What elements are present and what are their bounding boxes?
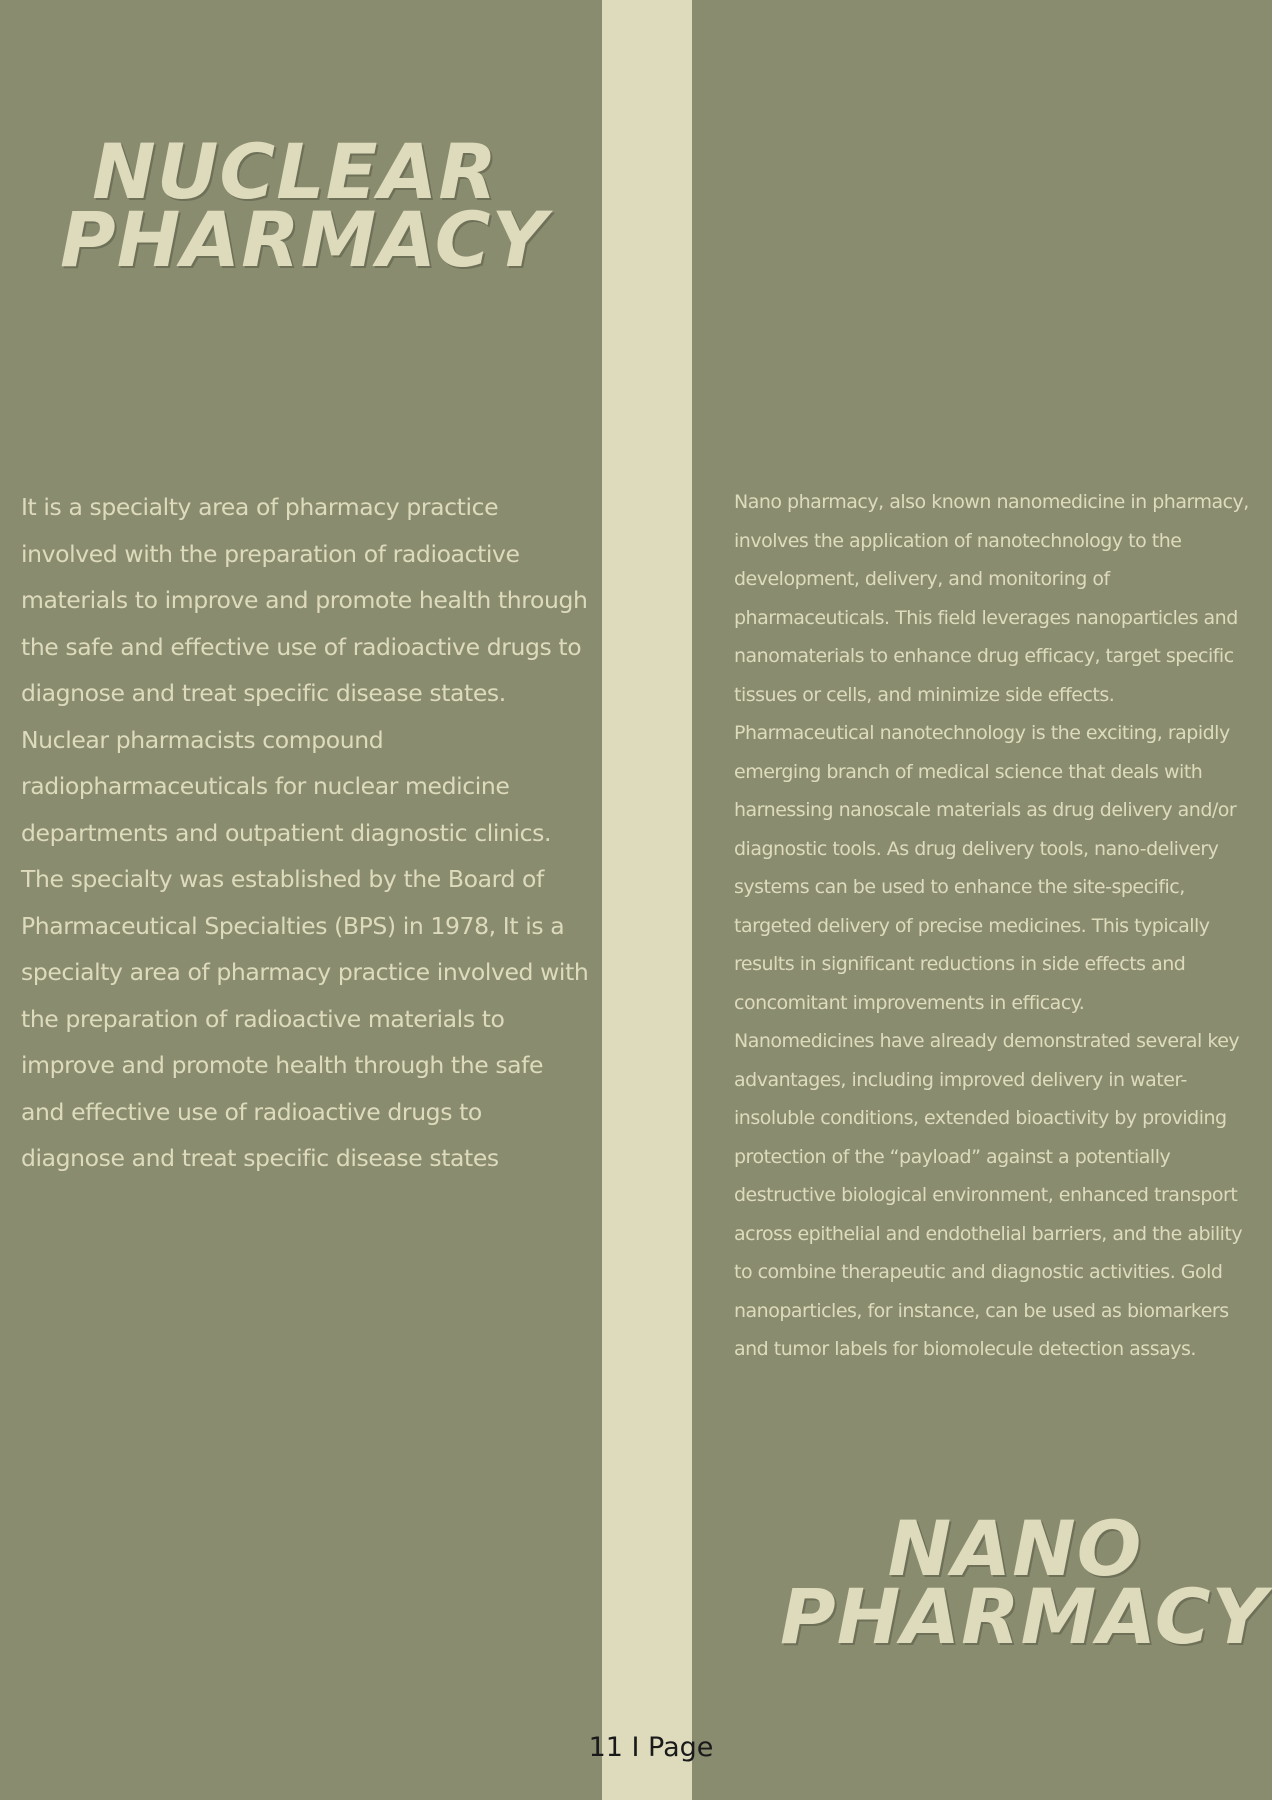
left-title-line-2: PHARMACY [60,195,548,284]
nuclear-pharmacy-text [21,484,591,1182]
nano-paragraph-1: Nano pharmacy, also known nanomedicine in pharmacy, involves the application of nanotechnology to the development, delivery, and monitoring of pharmaceuticals. This field leverages nanoparticles and nanomaterials to enhance drug efficacy, target specific tissues or cells, and minimize side effects. [734,491,1249,706]
left-title-line-1: NUCLEAR [92,127,498,216]
page-number: 11 I Page [588,1732,714,1763]
nano-paragraph-3: Nanomedicines have already demonstrated several key advantages, including improved delivery in water-insoluble conditions, extended bioactivity by providing protection of the “payload” against a potentially destructive biological environment, enhanced transport across epithelial and endothelial barriers, and the ability to combine therapeutic and diagnostic activities. Gold nanoparticles, for instance, can be used as biomarkers and tumor labels for biomolecule detection assays. [734,1030,1243,1360]
right-title-line-2: PHARMACY [780,1572,1268,1661]
nano-pharmacy-text [734,483,1254,1369]
nuclear-pharmacy-title [60,127,548,284]
nano-pharmacy-title [780,1504,1268,1661]
right-title-line-1: NANO [887,1504,1143,1593]
center-divider-stripe [602,0,692,1800]
nuclear-paragraph-2: Nuclear pharmacists compound radiopharmaceuticals for nuclear medicine departments and outpatient diagnostic clinics. [21,725,552,847]
nano-paragraph-2: Pharmaceutical nanotechnology is the exciting, rapidly emerging branch of medical science that deals with harnessing nanoscale materials as drug delivery and/or diagnostic tools. As drug delivery tools, nano-delivery systems can be used to enhance the site-specific, targeted delivery of precise medicines. This typically results in significant reductions in side effects and concomitant improvements in efficacy. [734,722,1237,1014]
nuclear-paragraph-3: The specialty was established by the Board of Pharmaceutical Specialties (BPS) in 1978, It is a specialty area of pharmacy practice involved with the preparation of radioactive materials to improve and promote health through the safe and effective use of radioactive drugs to diagnose and treat specific disease states [21,865,589,1172]
nuclear-paragraph-1: It is a specialty area of pharmacy practice involved with the preparation of radioactive materials to improve and promote health through the safe and effective use of radioactive drugs to diagnose and treat specific disease states. [21,493,588,707]
